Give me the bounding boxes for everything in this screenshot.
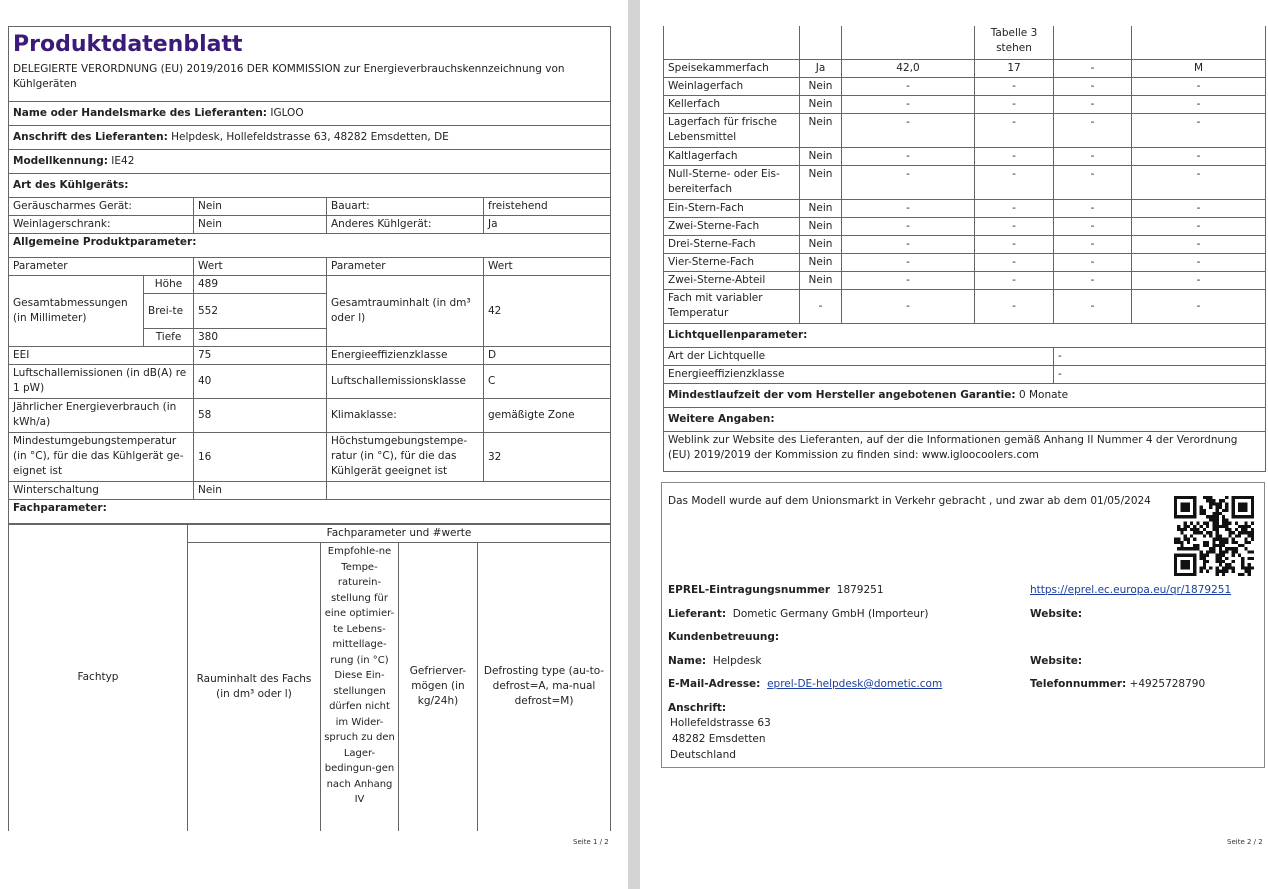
page-1	[0, 0, 628, 889]
model-id: IE42	[111, 155, 135, 167]
comp-cell-vol: 42,0	[842, 59, 975, 77]
comp-cell-def: -	[1132, 95, 1266, 113]
comp-cell-frz: -	[1054, 77, 1132, 95]
climate-value: gemäßigte Zone	[484, 399, 611, 433]
address-label: Anschrift:	[668, 702, 727, 714]
energy-value: 58	[194, 399, 327, 433]
comp-cell-yn: -	[800, 289, 842, 323]
website2-label: Website:	[1030, 655, 1083, 667]
product-sheet-table: Produktdatenblatt DELEGIERTE VERORDNUNG (EU) 2019/2016 DER KOMMISSION zur Energieverbrauchskennzeichnung von Kühlgeräten Name oder Handelsmarke des Lieferanten: IGLOO Anschrift des Lieferanten: Helpdesk, Hollefeldstrasse 63, 48282 Emsdetten, DE Modellkennung: IE42 Art des Kühlgeräts: Geräuscharmes Gerät: Nein Bauart: freistehend Weinlagerschrank: Nein Anderes Kühlgerät: Ja Allgemeine Produktparameter: Parameter Wert Parameter Wert Gesamtabmessungen (in Millimeter) Höhe 489 Gesamtrauminhalt (in dm³ oder l) 42 Brei-te 552 Tiefe 380 EEI 75 Energieeffizienzklasse D Luftschallemissionen (in dB(A) re 1 pW) 40 Luftschallemissionsklasse C Jährlicher Energieverbrauch (in kWh/a) 58 Klimaklasse: gemäßigte Zone Mindestumgebungstemperatur (in °C), für die das Kühlgerät ge-eignet ist 16 Höchstumgebungstempe-ratur (in °C), für die das Kühlgerät geeignet ist 32 Winterschaltung Nein Fachparameter:	[8, 26, 611, 524]
table-row	[664, 113, 1266, 147]
comp-cell-temp: -	[975, 165, 1054, 199]
general-heading: Allgemeine Produktparameter:	[9, 234, 611, 258]
supplier-name: IGLOO	[270, 107, 304, 119]
comp-cell-name: Zwei-Sterne-Abteil	[664, 271, 800, 289]
table-row	[664, 59, 1266, 77]
quiet-value: Nein	[194, 198, 327, 216]
comp-cell-temp: -	[975, 199, 1054, 217]
col-type: Fachtyp	[9, 525, 188, 831]
comp-cell-name: Vier-Sterne-Fach	[664, 253, 800, 271]
comp-cell-vol: -	[842, 271, 975, 289]
warranty-value: 0 Monate	[1018, 388, 1069, 401]
comp-cell-temp: -	[975, 271, 1054, 289]
comp-cell-yn: Nein	[800, 217, 842, 235]
address-line-3: Deutschland	[670, 749, 736, 761]
comp-cell-def: -	[1132, 217, 1266, 235]
comp-cell-temp: -	[975, 289, 1054, 323]
comp-cell-yn: Nein	[800, 77, 842, 95]
width-value: 552	[194, 294, 327, 329]
table-row	[664, 217, 1266, 235]
col-freeze: Gefrierver-mögen (in kg/24h)	[399, 543, 478, 831]
comp-cell-def: -	[1132, 271, 1266, 289]
comp-cell-name: Ein-Stern-Fach	[664, 199, 800, 217]
weblink-row: Weblink zur Website des Lieferanten, auf der die Informationen gemäß Anhang II Nummer 4 der Verordnung (EU) 2019/2019 der Kommission zu finden sind: www.igloocoolers.com	[664, 431, 1266, 471]
comp-cell-frz: -	[1054, 165, 1132, 199]
warranty-row: Mindestlaufzeit der vom Hersteller angebotenen Garantie: 0 Monate	[664, 383, 1266, 407]
eprel-link[interactable]: https://eprel.ec.europa.eu/qr/1879251	[1030, 584, 1232, 596]
cont-header: Tabelle 3 stehen	[975, 26, 1054, 59]
eei-value: 75	[194, 347, 327, 365]
winter-value: Nein	[194, 482, 327, 500]
table-row	[664, 235, 1266, 253]
comp-cell-name: Lagerfach für frische Lebensmittel	[664, 113, 800, 147]
comp-cell-yn: Ja	[800, 59, 842, 77]
depth-value: 380	[194, 329, 327, 347]
page-number: Seite 1 / 2	[573, 838, 609, 846]
volume-value: 42	[484, 276, 611, 347]
website-label: Website:	[1030, 608, 1083, 620]
comp-sub: Fachparameter und #werte	[188, 525, 611, 543]
col-volume: Rauminhalt des Fachs (in dm³ oder l)	[188, 543, 321, 831]
comp-cell-def: -	[1132, 113, 1266, 147]
comp-cell-name: Kaltlagerfach	[664, 147, 800, 165]
comp-cell-def: -	[1132, 253, 1266, 271]
phone-value: +4925728790	[1129, 678, 1206, 690]
comp-header-table	[8, 524, 611, 831]
table-row	[664, 271, 1266, 289]
comp-cell-yn: Nein	[800, 199, 842, 217]
comp-cell-vol: -	[842, 289, 975, 323]
supplier-address-row: Anschrift des Lieferanten: Helpdesk, Hollefeldstrasse 63, 48282 Emsdetten, DE	[9, 126, 611, 150]
page-number: Seite 2 / 2	[1227, 838, 1263, 846]
mintemp-value: 16	[194, 433, 327, 482]
comp-cell-name: Kellerfach	[664, 95, 800, 113]
comp-cell-temp: -	[975, 113, 1054, 147]
comp-cell-yn: Nein	[800, 113, 842, 147]
table-row	[664, 253, 1266, 271]
comp-cell-vol: -	[842, 165, 975, 199]
table-row	[664, 165, 1266, 199]
comp-cell-name: Zwei-Sterne-Fach	[664, 217, 800, 235]
table-row	[664, 95, 1266, 113]
comp-cell-name: Fach mit variabler Temperatur	[664, 289, 800, 323]
height-value: 489	[194, 276, 327, 294]
comp-cell-frz: -	[1054, 95, 1132, 113]
comp-cell-name: Speisekammerfach	[664, 59, 800, 77]
qr-code-icon	[1174, 496, 1254, 576]
comp-cell-def: -	[1132, 165, 1266, 199]
page-gap	[628, 0, 640, 889]
comp-cell-frz: -	[1054, 289, 1132, 323]
comp-cell-def: M	[1132, 59, 1266, 77]
noiseclass-value: C	[484, 365, 611, 399]
address-line-2: 48282 Emsdetten	[672, 733, 766, 745]
comp-cell-name: Weinlagerfach	[664, 77, 800, 95]
table-row	[664, 289, 1266, 323]
comp-cell-temp: -	[975, 147, 1054, 165]
comp-cell-frz: -	[1054, 235, 1132, 253]
page-2	[640, 0, 1268, 889]
light-class: -	[1054, 365, 1266, 383]
table-row	[664, 199, 1266, 217]
supplier-value: Dometic Germany GmbH (Importeur)	[732, 608, 929, 620]
comp-cell-yn: Nein	[800, 235, 842, 253]
eprel-box: Das Modell wurde auf dem Unionsmarkt in Verkehr gebracht , und zwar ab dem 01/05/2024 EPREL-Eintragungsnummer 1879251 https://eprel.ec.europa.eu/qr/1879251 Lieferant: Dometic Germany GmbH (Importeur) Website: Kundenbetreuung: Name: Helpdesk Website: E-Mail-Adresse: eprel-DE-helpdesk@dometic.com Telefonnummer: +4925728790 Anschrift: Hollefeldstrasse 63 48282 Emsdetten Deutschland	[661, 482, 1265, 768]
type-heading: Art des Kühlgeräts:	[9, 174, 611, 198]
table-row	[664, 77, 1266, 95]
comp-cell-frz: -	[1054, 271, 1132, 289]
supplier-name-row: Name oder Handelsmarke des Lieferanten: IGLOO	[9, 102, 611, 126]
eclass-value: D	[484, 347, 611, 365]
comp-cell-vol: -	[842, 113, 975, 147]
comp-cell-frz: -	[1054, 59, 1132, 77]
comp-cell-name: Drei-Sterne-Fach	[664, 235, 800, 253]
comp-cell-temp: -	[975, 217, 1054, 235]
comp-cell-vol: -	[842, 235, 975, 253]
comp-cell-frz: -	[1054, 113, 1132, 147]
comp-cell-vol: -	[842, 77, 975, 95]
col-temp: Empfohle-ne Tempe-raturein-stellung für eine optimier-te Lebens-mittellage-rung (in °C) Diese Ein-stellungen dürfen nicht im Wider-spruch zu den Lager-bedingun-gen nach Anhang IV	[321, 543, 399, 831]
comp-cell-yn: Nein	[800, 165, 842, 199]
comp-cell-frz: -	[1054, 199, 1132, 217]
comp-cell-def: -	[1132, 147, 1266, 165]
comp-cell-def: -	[1132, 235, 1266, 253]
comp-cell-yn: Nein	[800, 253, 842, 271]
comp-cell-vol: -	[842, 95, 975, 113]
comp-cell-yn: Nein	[800, 271, 842, 289]
more-heading: Weitere Angaben:	[664, 407, 1266, 431]
eprel-number: 1879251	[836, 584, 884, 596]
comp-cell-name: Null-Sterne- oder Eis-bereiterfach	[664, 165, 800, 199]
other-value: Ja	[484, 216, 611, 234]
comp-cell-temp: -	[975, 235, 1054, 253]
noise-value: 40	[194, 365, 327, 399]
maxtemp-value: 32	[484, 433, 611, 482]
design-value: freistehend	[484, 198, 611, 216]
light-type: -	[1054, 347, 1266, 365]
market-text: Das Modell wurde auf dem Unionsmarkt in Verkehr gebracht , und zwar ab dem 01/05/2024	[668, 495, 1151, 507]
comp-cell-yn: Nein	[800, 95, 842, 113]
email-link[interactable]: eprel-DE-helpdesk@dometic.com	[767, 678, 943, 690]
supplier-address: Helpdesk, Hollefeldstrasse 63, 48282 Emsdetten, DE	[171, 131, 449, 143]
dims-label: Gesamtabmessungen (in Millimeter)	[9, 276, 144, 347]
weblink: www.igloocoolers.com	[921, 448, 1039, 461]
table-row	[664, 147, 1266, 165]
service-label: Kundenbetreuung:	[668, 631, 780, 643]
comp-cell-def: -	[1132, 289, 1266, 323]
model-row: Modellkennung: IE42	[9, 150, 611, 174]
col-defrost: Defrosting type (au-to-defrost=A, ma-nual defrost=M)	[478, 543, 611, 831]
page-title: Produktdatenblatt	[13, 32, 243, 57]
comp-cell-vol: -	[842, 253, 975, 271]
comp-heading: Fachparameter:	[9, 500, 611, 524]
address-line-1: Hollefeldstrasse 63	[670, 717, 771, 729]
comp-cell-temp: -	[975, 77, 1054, 95]
comp-cell-frz: -	[1054, 253, 1132, 271]
comp-cell-frz: -	[1054, 217, 1132, 235]
comp-cell-vol: -	[842, 199, 975, 217]
comp-cell-temp: -	[975, 253, 1054, 271]
wine-value: Nein	[194, 216, 327, 234]
comp-cell-frz: -	[1054, 147, 1132, 165]
comp-table-cont: Tabelle 3 stehen Speisekammerfach Ja 42,0 17 - M Weinlagerfach Nein - - - - Kellerfach Nein - - - - Lagerfach für frische Lebensmittel Nein - - - - Kaltlagerfach Nein - - - - Null-Sterne- oder Eis-bereiterfach Nein - - - - Ein-Stern-Fach Nein - - - - Zwei-Sterne-Fach Nein - - - - Drei-Sterne-Fach Nein - - - - Vier-Sterne-Fach Nein - - - - Zwei-Sterne-Abteil Nein - - - - Fach mit variabler Temperatur - - - - - Lichtquellenparameter: Art der Lichtquelle - Energieeffizienzklasse - Mindestlaufzeit der vom Hersteller angebotenen Garantie: 0 Monate Weitere Angaben: Weblink zur Website des Lieferanten, auf der die Informationen gemäß Anhang II Nummer 4 der Verordnung (EU) 2019/2019 der Kommission zu finden sind: www.igloocoolers.com	[663, 26, 1266, 472]
comp-cell-temp: 17	[975, 59, 1054, 77]
comp-cell-temp: -	[975, 95, 1054, 113]
comp-cell-vol: -	[842, 147, 975, 165]
service-name: Helpdesk	[712, 655, 762, 667]
comp-cell-def: -	[1132, 77, 1266, 95]
regulation-text: DELEGIERTE VERORDNUNG (EU) 2019/2016 DER KOMMISSION zur Energieverbrauchskennzeichnung von Kühlgeräten	[13, 63, 565, 90]
comp-cell-vol: -	[842, 217, 975, 235]
comp-cell-def: -	[1132, 199, 1266, 217]
light-heading: Lichtquellenparameter:	[664, 323, 1266, 347]
comp-cell-yn: Nein	[800, 147, 842, 165]
